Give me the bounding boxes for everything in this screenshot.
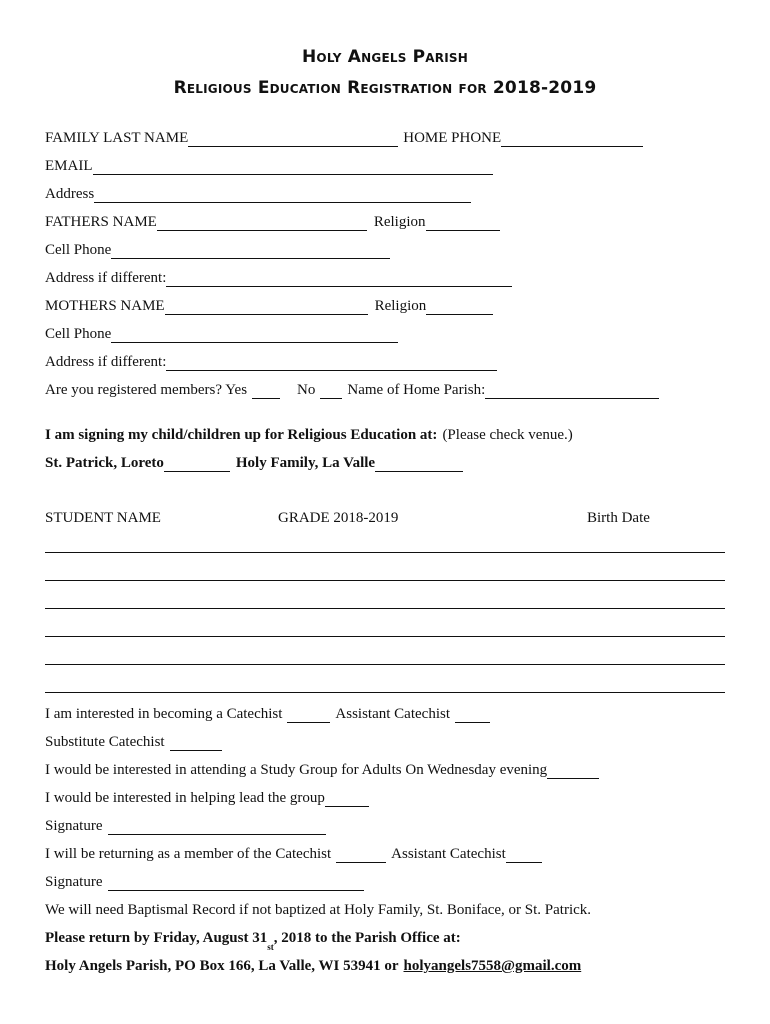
study-group-row (45, 761, 600, 779)
student-line-1[interactable] (45, 552, 725, 553)
mothers-address-field[interactable] (166, 356, 497, 371)
mothers-cell-row (45, 325, 399, 343)
study-group-field[interactable] (547, 764, 599, 779)
returning-catechist-label: I will be returning as a member of the Catechist (45, 846, 332, 862)
baptismal-note-row (45, 901, 591, 919)
lead-group-row (45, 789, 370, 807)
registered-yes-field[interactable] (252, 384, 280, 399)
family-last-name-label: FAMILY LAST NAME (45, 130, 189, 146)
catechist-field[interactable] (287, 708, 330, 723)
email-label: EMAIL (45, 158, 93, 174)
mothers-cell-label: Cell Phone (45, 326, 112, 342)
student-line-6[interactable] (45, 692, 725, 693)
returning-catechist-field[interactable] (336, 848, 386, 863)
registered-yes-label: Are you registered members? Yes (45, 382, 248, 398)
home-parish-label: Name of Home Parish: (347, 382, 486, 398)
venue-st-patrick-check[interactable] (164, 457, 230, 472)
mothers-name-label: MOTHERS NAME (45, 298, 165, 314)
address-field[interactable] (94, 188, 471, 203)
mothers-religion-label: Religion (374, 298, 427, 314)
signature-row-1 (45, 817, 327, 835)
return-suffix: , 2018 to the Parish Office at: (273, 930, 461, 946)
signature-row-2 (45, 873, 365, 891)
email-field[interactable] (93, 160, 493, 175)
catechist-label: I am interested in becoming a Catechist (45, 706, 283, 722)
fathers-religion-label: Religion (373, 214, 426, 230)
mothers-religion-field[interactable] (426, 300, 493, 315)
student-line-2[interactable] (45, 580, 725, 581)
signature-label-1: Signature (45, 818, 103, 834)
birth-date-header: Birth Date (587, 510, 650, 526)
signature-label-2: Signature (45, 874, 103, 890)
lead-group-field[interactable] (325, 792, 369, 807)
parish-address: Holy Angels Parish, PO Box 166, La Valle, WI 53941 or (45, 958, 399, 974)
assistant-catechist-label: Assistant Catechist (335, 706, 450, 722)
venue-prompt: I am signing my child/children up for Religious Education at: (45, 427, 438, 443)
returning-assistant-field[interactable] (506, 848, 542, 863)
fathers-cell-field[interactable] (111, 244, 390, 259)
family-last-name-field[interactable] (188, 132, 398, 147)
mothers-cell-field[interactable] (111, 328, 398, 343)
fathers-cell-row (45, 241, 391, 259)
fathers-address-row (45, 269, 513, 287)
home-phone-field[interactable] (501, 132, 643, 147)
address-label: Address (45, 186, 95, 202)
baptismal-note: We will need Baptismal Record if not baptized at Holy Family, St. Boniface, or St. Patrick. (45, 902, 592, 918)
mothers-name-row (45, 297, 494, 315)
venue-option-holy-family: Holy Family, La Valle (235, 455, 376, 471)
registered-no-label: No (297, 382, 316, 398)
mothers-address-label: Address if different: (45, 354, 167, 370)
substitute-row (45, 733, 223, 751)
signature-field-2[interactable] (108, 876, 364, 891)
fathers-address-field[interactable] (166, 272, 512, 287)
form-title: Religious Education Registration for 2018-2019 (173, 78, 597, 98)
parish-title: Holy Angels Parish (301, 47, 468, 67)
fathers-name-label: FATHERS NAME (45, 214, 157, 230)
catechist-row (45, 705, 491, 723)
student-line-3[interactable] (45, 608, 725, 609)
study-group-label: I would be interested in attending a Study Group for Adults On Wednesday evening (45, 762, 548, 778)
substitute-catechist-field[interactable] (170, 736, 222, 751)
fathers-address-label: Address if different: (45, 270, 167, 286)
mothers-address-row (45, 353, 498, 371)
venue-note: (Please check venue.) (442, 427, 573, 443)
return-prefix: Please return by Friday, August 31 (45, 930, 268, 946)
venue-options-row (45, 454, 464, 472)
return-instructions-row: Please return by Friday, August 31 st , 2018 to the Parish Office at: (45, 930, 461, 952)
student-name-header: STUDENT NAME (45, 510, 161, 526)
parish-address-row (45, 957, 581, 975)
student-line-4[interactable] (45, 636, 725, 637)
email-row (45, 157, 494, 175)
assistant-catechist-field[interactable] (455, 708, 490, 723)
venue-holy-family-check[interactable] (375, 457, 463, 472)
registered-row (45, 381, 660, 399)
fathers-religion-field[interactable] (426, 216, 500, 231)
grade-header: GRADE 2018-2019 (278, 510, 399, 526)
returning-assistant-label: Assistant Catechist (391, 846, 506, 862)
signature-field-1[interactable] (108, 820, 326, 835)
parish-email-link[interactable]: holyangels7558@gmail.com (403, 958, 582, 974)
venue-option-st-patrick: St. Patrick, Loreto (45, 455, 164, 471)
fathers-name-field[interactable] (157, 216, 367, 231)
home-parish-field[interactable] (485, 384, 659, 399)
returning-row (45, 845, 543, 863)
venue-prompt-row (45, 426, 573, 444)
address-row (45, 185, 472, 203)
registered-no-field[interactable] (320, 384, 342, 399)
mothers-name-field[interactable] (165, 300, 368, 315)
substitute-catechist-label: Substitute Catechist (45, 734, 165, 750)
student-line-5[interactable] (45, 664, 725, 665)
family-last-name-row (45, 129, 644, 147)
home-phone-label: HOME PHONE (403, 130, 502, 146)
fathers-name-row (45, 213, 501, 231)
lead-group-label: I would be interested in helping lead the group (45, 790, 325, 806)
fathers-cell-label: Cell Phone (45, 242, 112, 258)
